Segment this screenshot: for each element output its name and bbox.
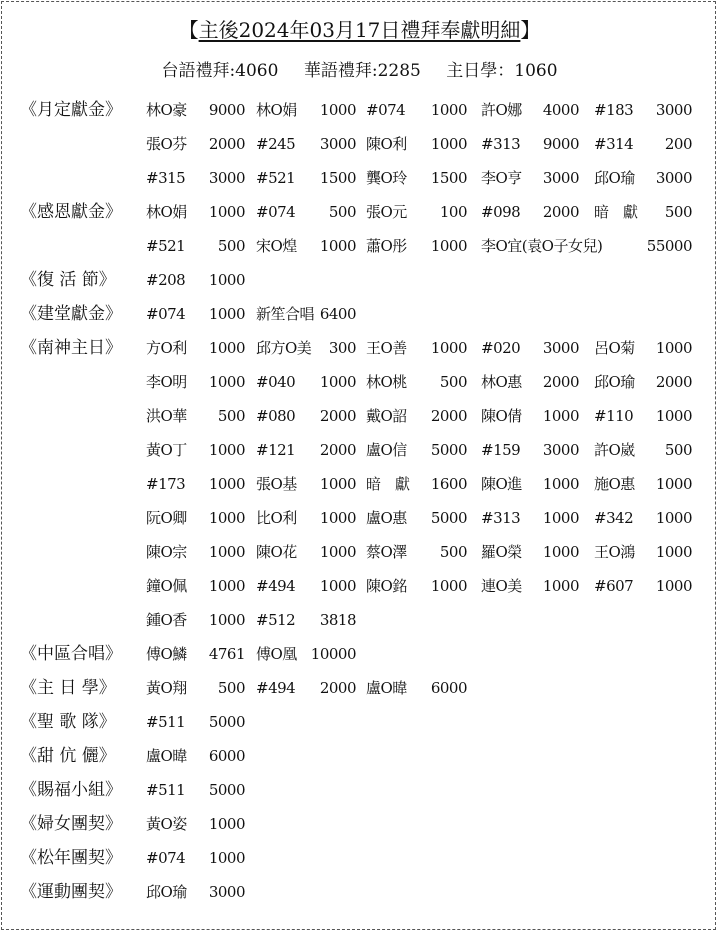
offering-line <box>0 263 719 297</box>
offering-line <box>0 739 719 773</box>
category-label: 《賜福小組》 <box>20 780 122 800</box>
donor-name: #074 <box>146 849 186 867</box>
donor-name: 陳O倩 <box>481 407 522 425</box>
offering-section <box>0 875 719 909</box>
donation-amount: 2000 <box>542 373 579 391</box>
donor-name: 邱O瑜 <box>594 169 635 187</box>
donation-amount: 1000 <box>208 441 245 459</box>
offering-line <box>0 195 719 229</box>
donation-amount: 500 <box>217 237 245 255</box>
donor-name: 新笙合唱 <box>256 305 315 323</box>
donation-amount: 100 <box>439 203 467 221</box>
donation-amount: 1000 <box>208 305 245 323</box>
donation-amount: 3000 <box>208 169 245 187</box>
offering-section <box>0 263 719 297</box>
donor-name: #173 <box>146 475 186 493</box>
donation-amount: 1000 <box>208 577 245 595</box>
donation-amount: 3000 <box>655 169 692 187</box>
donation-amount: 1000 <box>208 373 245 391</box>
donation-amount: 1500 <box>319 169 356 187</box>
donation-amount: 1000 <box>319 577 356 595</box>
donation-amount: 5000 <box>208 781 245 799</box>
donation-amount: 2000 <box>655 373 692 391</box>
donation-amount: 1000 <box>542 407 579 425</box>
donation-amount: 3000 <box>655 101 692 119</box>
offering-section <box>0 637 719 671</box>
donor-name: 鐘O佩 <box>146 577 187 595</box>
donor-name: #074 <box>366 101 406 119</box>
offering-section <box>0 297 719 331</box>
donation-amount: 3000 <box>542 339 579 357</box>
donor-name: 暗 獻 <box>594 203 638 221</box>
donor-name: #110 <box>594 407 634 425</box>
offering-line <box>0 467 719 501</box>
donation-amount: 1000 <box>208 543 245 561</box>
donor-name: #494 <box>256 577 296 595</box>
donor-name: 盧O惠 <box>366 509 407 527</box>
offering-line <box>0 841 719 875</box>
donor-name: #098 <box>481 203 521 221</box>
donor-name: #208 <box>146 271 186 289</box>
donor-name: #313 <box>481 509 521 527</box>
offering-section <box>0 331 719 637</box>
donation-amount: 500 <box>439 373 467 391</box>
donor-name: #020 <box>481 339 521 357</box>
donation-amount: 1000 <box>430 101 467 119</box>
donor-name: #159 <box>481 441 521 459</box>
donor-name: 邱方O美 <box>256 339 312 357</box>
donation-amount: 500 <box>328 203 356 221</box>
donation-amount: 1000 <box>208 203 245 221</box>
donor-name: 林O娟 <box>146 203 187 221</box>
offering-section <box>0 671 719 705</box>
donation-amount: 1000 <box>542 509 579 527</box>
donor-name: #074 <box>256 203 296 221</box>
donor-name: 傅O鱗 <box>146 645 187 663</box>
donor-name: 林O娟 <box>256 101 297 119</box>
donation-amount: 1000 <box>655 407 692 425</box>
offering-section <box>0 773 719 807</box>
donation-amount: 1000 <box>208 271 245 289</box>
donor-name: 比O利 <box>256 509 297 527</box>
donor-name: #313 <box>481 135 521 153</box>
donation-amount: 2000 <box>430 407 467 425</box>
offering-line <box>0 161 719 195</box>
donation-amount: 500 <box>217 407 245 425</box>
offering-line <box>0 637 719 671</box>
donor-name: #040 <box>256 373 296 391</box>
category-label: 《婦女團契》 <box>20 814 122 834</box>
donor-name: #521 <box>146 237 186 255</box>
donor-name: 許O崴 <box>594 441 635 459</box>
donor-name: 陳O進 <box>481 475 522 493</box>
donation-amount: 500 <box>664 441 692 459</box>
category-label: 《松年團契》 <box>20 848 122 868</box>
donor-name: 林O豪 <box>146 101 187 119</box>
donor-name: 王O善 <box>366 339 407 357</box>
offering-section <box>0 807 719 841</box>
donation-amount: 1000 <box>208 339 245 357</box>
category-label: 《聖 歌 隊》 <box>20 712 116 732</box>
donation-amount: 1000 <box>655 577 692 595</box>
donation-amount: 1000 <box>208 611 245 629</box>
offering-line <box>0 297 719 331</box>
donor-name: 陳O利 <box>366 135 407 153</box>
donor-name: 蔡O澤 <box>366 543 407 561</box>
donation-amount: 1000 <box>430 577 467 595</box>
donor-name: #511 <box>146 781 186 799</box>
donation-amount: 1000 <box>542 543 579 561</box>
donor-name: #183 <box>594 101 634 119</box>
donation-amount: 1600 <box>430 475 467 493</box>
donation-amount: 1000 <box>319 509 356 527</box>
donor-name: 戴O詔 <box>366 407 407 425</box>
offering-line <box>0 501 719 535</box>
category-label: 《中區合唱》 <box>20 644 122 664</box>
donor-name: #314 <box>594 135 634 153</box>
donor-name: #512 <box>256 611 296 629</box>
donor-name: 蕭O彤 <box>366 237 407 255</box>
donor-name: #315 <box>146 169 186 187</box>
donation-amount: 500 <box>664 203 692 221</box>
donor-name: 阮O卿 <box>146 509 187 527</box>
donor-name: 施O惠 <box>594 475 635 493</box>
donation-amount: 300 <box>328 339 356 357</box>
donation-amount: 1500 <box>430 169 467 187</box>
donation-amount: 3000 <box>542 169 579 187</box>
donation-amount: 4000 <box>542 101 579 119</box>
attendance-summary <box>0 58 719 84</box>
donation-amount: 1000 <box>655 543 692 561</box>
donation-amount: 500 <box>217 679 245 697</box>
donor-name: #494 <box>256 679 296 697</box>
donation-amount: 1000 <box>430 135 467 153</box>
donation-amount: 5000 <box>430 509 467 527</box>
donor-name: 陳O宗 <box>146 543 187 561</box>
donation-amount: 1000 <box>319 475 356 493</box>
offering-line <box>0 807 719 841</box>
offering-line <box>0 603 719 637</box>
donation-amount: 2000 <box>319 679 356 697</box>
donor-name: 羅O榮 <box>481 543 522 561</box>
donor-name: #245 <box>256 135 296 153</box>
donor-name: #342 <box>594 509 634 527</box>
donor-name: 方O利 <box>146 339 187 357</box>
offering-line <box>0 569 719 603</box>
donation-amount: 2000 <box>319 441 356 459</box>
donor-name: 連O美 <box>481 577 522 595</box>
donation-amount: 1000 <box>542 475 579 493</box>
donation-amount: 4761 <box>208 645 245 663</box>
attendance-mandarin: 華語禮拜:2285 <box>303 61 421 81</box>
donation-amount: 1000 <box>430 339 467 357</box>
donation-amount: 10000 <box>310 645 356 663</box>
donor-name: 黃O丁 <box>146 441 187 459</box>
donor-name: 暗 獻 <box>366 475 410 493</box>
title-close-bracket: 】 <box>520 18 541 42</box>
donor-name: #121 <box>256 441 296 459</box>
page-title <box>0 16 719 44</box>
offering-section <box>0 705 719 739</box>
donor-name: 盧O信 <box>366 441 407 459</box>
donor-name: #607 <box>594 577 634 595</box>
donation-amount: 1000 <box>208 849 245 867</box>
offering-line <box>0 433 719 467</box>
donation-amount: 6000 <box>430 679 467 697</box>
donor-name: 王O鴻 <box>594 543 635 561</box>
donation-amount: 2000 <box>542 203 579 221</box>
donor-name: 張O基 <box>256 475 297 493</box>
donation-amount: 1000 <box>655 475 692 493</box>
donation-amount: 1000 <box>319 543 356 561</box>
donor-name: 張O芬 <box>146 135 187 153</box>
donor-name: 邱O瑜 <box>146 883 187 901</box>
category-label: 《復 活 節》 <box>20 270 116 290</box>
donor-name: 許O娜 <box>481 101 522 119</box>
offering-line <box>0 875 719 909</box>
category-label: 《月定獻金》 <box>20 100 122 120</box>
donation-amount: 1000 <box>319 373 356 391</box>
donation-amount: 3818 <box>319 611 356 629</box>
donation-amount: 1000 <box>655 339 692 357</box>
category-label: 《運動團契》 <box>20 882 122 902</box>
title-text: 主後2024年03月17日禮拜奉獻明細 <box>198 18 521 42</box>
donation-amount: 500 <box>439 543 467 561</box>
offering-line <box>0 535 719 569</box>
donor-name: 龔O玲 <box>366 169 407 187</box>
donor-name: 洪O華 <box>146 407 187 425</box>
donor-name: 邱O瑜 <box>594 373 635 391</box>
offering-line <box>0 705 719 739</box>
offering-line <box>0 93 719 127</box>
donor-name: #511 <box>146 713 186 731</box>
donation-amount: 1000 <box>319 237 356 255</box>
donor-name: 陳O銘 <box>366 577 407 595</box>
donor-name: 李O亨 <box>481 169 522 187</box>
category-label: 《建堂獻金》 <box>20 304 122 324</box>
offering-line <box>0 127 719 161</box>
donation-amount: 9000 <box>208 101 245 119</box>
offering-line <box>0 773 719 807</box>
donation-amount: 2000 <box>208 135 245 153</box>
donor-name: #521 <box>256 169 296 187</box>
donor-name: 黃O姿 <box>146 815 187 833</box>
donor-name: 鍾O香 <box>146 611 187 629</box>
donation-amount: 2000 <box>319 407 356 425</box>
donation-amount: 5000 <box>208 713 245 731</box>
donation-amount: 3000 <box>208 883 245 901</box>
donation-amount: 3000 <box>319 135 356 153</box>
donation-amount: 1000 <box>542 577 579 595</box>
category-label: 《主 日 學》 <box>20 678 116 698</box>
donor-name: 林O桃 <box>366 373 407 391</box>
donation-amount: 5000 <box>430 441 467 459</box>
donation-amount: 1000 <box>208 509 245 527</box>
donor-name: 傅O凰 <box>256 645 297 663</box>
category-label: 《南神主日》 <box>20 338 122 358</box>
donor-name: 李O宜(袁O子女兒) <box>481 237 603 255</box>
offering-line <box>0 399 719 433</box>
category-label: 《甜 伉 儷》 <box>20 746 116 766</box>
donor-name: 林O惠 <box>481 373 522 391</box>
title-open-bracket: 【 <box>178 18 199 42</box>
donor-name: 盧O暐 <box>146 747 187 765</box>
offering-line <box>0 229 719 263</box>
category-label: 《感恩獻金》 <box>20 202 122 222</box>
donor-name: 陳O花 <box>256 543 297 561</box>
donor-name: 黃O翔 <box>146 679 187 697</box>
offering-section <box>0 195 719 263</box>
donor-name: #074 <box>146 305 186 323</box>
donation-amount: 6000 <box>208 747 245 765</box>
donation-amount: 1000 <box>208 815 245 833</box>
offering-section <box>0 841 719 875</box>
donation-amount: 200 <box>664 135 692 153</box>
offering-section <box>0 739 719 773</box>
offering-line <box>0 671 719 705</box>
attendance-sunday-school: 主日學：1060 <box>446 61 558 81</box>
donor-name: 宋O煌 <box>256 237 297 255</box>
donation-amount: 1000 <box>430 237 467 255</box>
donor-name: 盧O暐 <box>366 679 407 697</box>
donor-name: #080 <box>256 407 296 425</box>
donation-amount: 55000 <box>646 237 692 255</box>
donation-amount: 6400 <box>319 305 356 323</box>
donation-amount: 1000 <box>208 475 245 493</box>
donation-amount: 1000 <box>319 101 356 119</box>
offering-section <box>0 93 719 195</box>
offering-list <box>0 93 719 909</box>
offering-line <box>0 365 719 399</box>
donor-name: 呂O菊 <box>594 339 635 357</box>
donation-amount: 9000 <box>542 135 579 153</box>
donation-amount: 3000 <box>542 441 579 459</box>
donor-name: 李O明 <box>146 373 187 391</box>
offering-line <box>0 331 719 365</box>
donation-amount: 1000 <box>655 509 692 527</box>
attendance-taiwanese: 台語禮拜:4060 <box>161 61 279 81</box>
donor-name: 張O元 <box>366 203 407 221</box>
